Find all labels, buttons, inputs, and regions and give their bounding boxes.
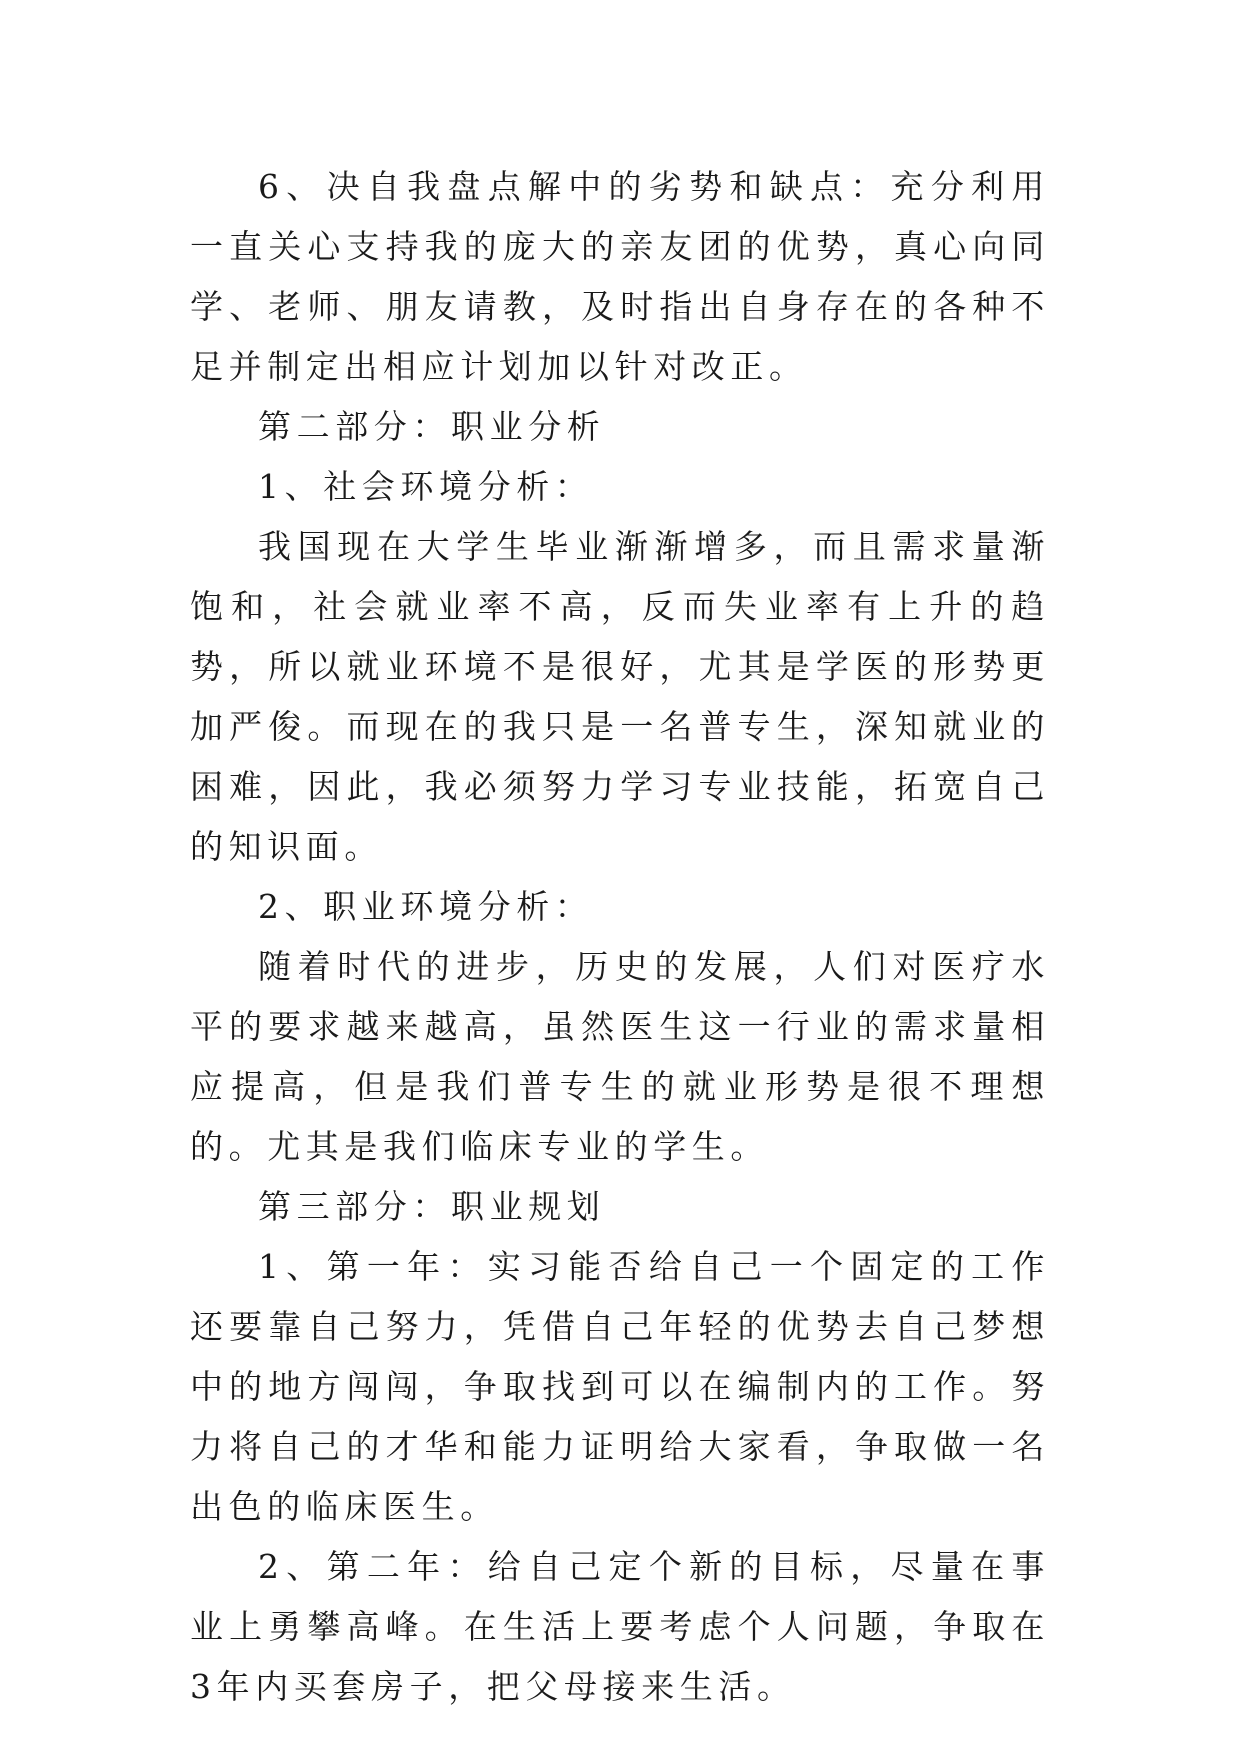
document-body xyxy=(190,157,1050,1717)
paragraph-plan-year-one: 1、第一年：实习能否给自己一个固定的工作还要靠自己努力，凭借自己年轻的优势去自己梦想中的地方闯闯，争取找到可以在编制内的工作。努力将自己的才华和能力证明给大家看，争取做一名出色的临床医生。 xyxy=(190,1247,1050,1526)
subheading-social-environment: 1、社会环境分析： xyxy=(258,467,594,506)
subheading-career-environment: 2、职业环境分析： xyxy=(258,887,594,926)
paragraph-social-environment: 我国现在大学生毕业渐渐增多，而且需求量渐饱和，社会就业率不高，反而失业率有上升的趋势，所以就业环境不是很好，尤其是学医的形势更加严俊。而现在的我只是一名普专生，深知就业的困难，因此，我必须努力学习专业技能，拓宽自己的知识面。 xyxy=(190,527,1050,866)
paragraph-weakness-analysis: 6、决自我盘点解中的劣势和缺点：充分利用一直关心支持我的庞大的亲友团的优势，真心向同学、老师、朋友请教，及时指出自身存在的各种不足并制定出相应计划加以针对改正。 xyxy=(190,167,1050,386)
paragraph-plan-year-two: 2、第二年：给自己定个新的目标，尽量在事业上勇攀高峰。在生活上要考虑个人问题，争取在3年内买套房子，把父母接来生活。 xyxy=(190,1547,1050,1706)
paragraph-career-environment: 随着时代的进步，历史的发展，人们对医疗水平的要求越来越高，虽然医生这一行业的需求量相应提高，但是我们普专生的就业形势是很不理想的。尤其是我们临床专业的学生。 xyxy=(190,947,1050,1166)
section-heading-career-planning: 第三部分：职业规划 xyxy=(258,1187,606,1226)
section-heading-career-analysis: 第二部分：职业分析 xyxy=(258,407,606,446)
